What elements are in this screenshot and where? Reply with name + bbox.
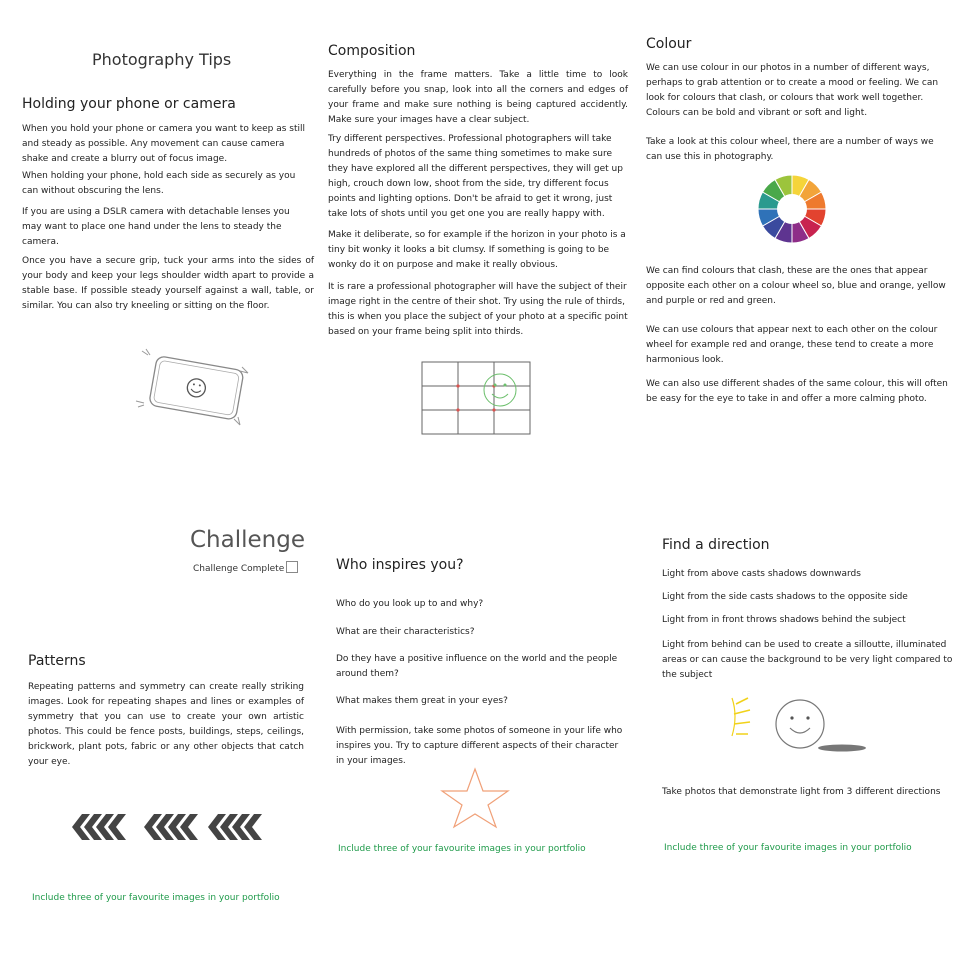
star-icon [438,766,512,830]
inspires-question-2: What are their characteristics? [336,627,475,637]
direction-line-3: Light from in front throws shadows behind the subject [662,615,906,625]
direction-heading: Find a direction [662,537,770,553]
holding-paragraph-2: When holding your phone, hold each side as securely as you can without obscuring the lens. [22,171,296,196]
colour-paragraph-4: We can use colours that appear next to each other on the colour wheel for example red and orange, these tend to create a more harmonious look. [646,325,938,365]
holding-paragraph-3: If you are using a DSLR camera with detachable lenses you may want to place one hand under the lens to steady the camera. [22,207,290,247]
phone-shake-icon [130,345,265,435]
patterns-paragraph: Repeating patterns and symmetry can create really striking images. Look for repeating shapes and lines or examples of symmetry that you can use to create your own artistic photos. This could be fence posts, buildings, steps, ceilings, brickwork, plant pots, fabric or any other objects that catch your eye. [28,682,304,767]
chevron-pattern-icon [68,810,264,844]
patterns-heading: Patterns [28,653,86,669]
colour-paragraph-3: We can find colours that clash, these are the ones that appear opposite each other on a colour wheel so, blue and orange, yellow and purple or red and green. [646,266,946,306]
colour-paragraph-2: Take a look at this colour wheel, there are a number of ways we can use this in photography. [646,137,934,162]
composition-paragraph-2: Try different perspectives. Professional photographers will take hundreds of photos of the same thing sometimes to make sure they have explored all the different perspectives, they will get up high, crouch down low, shoot from the side, try different focus points and lighting options. Don't be afraid to get it wrong, just take lots of shots until you get one you are really happy with. [328,134,623,219]
holding-heading: Holding your phone or camera [22,96,236,112]
direction-line-4: Light from behind can be used to create a silloutte, illuminated areas or can cause the background to be very light compared to the subject [662,640,953,680]
inspires-question-1: Who do you look up to and why? [336,599,484,609]
direction-line-2: Light from the side casts shadows to the opposite side [662,592,908,602]
colour-paragraph-1: We can use colour in our photos in a number of different ways, perhaps to grab attention or to create a mood or feeling. We can look for colours that clash, or colours that work well together. Colours can be bold and vibrant or soft and light. [646,63,939,118]
direction-portfolio-note: Include three of your favourite images in your portfolio [664,843,912,853]
composition-paragraph-1: Everything in the frame matters. Take a little time to look carefully before you snap, look into all the corners and edges of your frame and make sure nothing is being captured accidently. Make sure your images have a clear subject. [328,70,628,125]
rule-of-thirds-grid-icon [420,360,532,436]
patterns-portfolio-note: Include three of your favourite images in your portfolio [32,893,280,903]
holding-paragraph-1: When you hold your phone or camera you want to keep as still and steady as possible. Any movement can cause camera shake and create a blurry out of focus image. [22,124,306,164]
inspires-paragraph: With permission, take some photos of someone in your life who inspires you. Try to capture different aspects of their character in your images. [336,726,623,766]
colour-wheel-icon [756,173,828,245]
holding-paragraph-4: Once you have a secure grip, tuck your arms into the sides of your body and keep your legs shoulder width apart to provide a stable base. If possible steady yourself against a wall, table, or similar. You can also try kneeling or sitting on the floor. [22,256,314,311]
composition-heading: Composition [328,43,416,59]
inspires-question-3: Do they have a positive influence on the world and the people around them? [336,654,618,679]
colour-paragraph-5: We can also use different shades of the same colour, this will often be easy for the eye to take in and offer a more calming photo. [646,379,948,404]
challenge-complete-checkbox[interactable] [286,561,298,573]
direction-line-1: Light from above casts shadows downwards [662,569,861,579]
colour-heading: Colour [646,36,692,52]
composition-paragraph-3: Make it deliberate, so for example if the horizon in your photo is a tiny bit wonky it looks a bit clumsy. If something is going to be wonky do it on purpose and make it really obvious. [328,230,626,270]
inspires-portfolio-note: Include three of your favourite images in your portfolio [338,844,586,854]
challenge-complete [193,561,298,574]
page-title: Photography Tips [92,50,232,69]
composition-paragraph-4: It is rare a professional photographer will have the subject of their image right in the centre of their shot. Try using the rule of thirds, this is when you place the subject of your photo at a specific point based on your frame being split into thirds. [328,282,628,337]
inspires-heading: Who inspires you? [336,557,464,573]
challenge-title: Challenge [190,527,305,553]
challenge-complete-label: Challenge Complete [193,564,285,574]
inspires-question-4: What makes them great in your eyes? [336,696,508,706]
direction-task: Take photos that demonstrate light from 3 different directions [662,787,941,797]
light-shadow-icon [728,694,870,756]
